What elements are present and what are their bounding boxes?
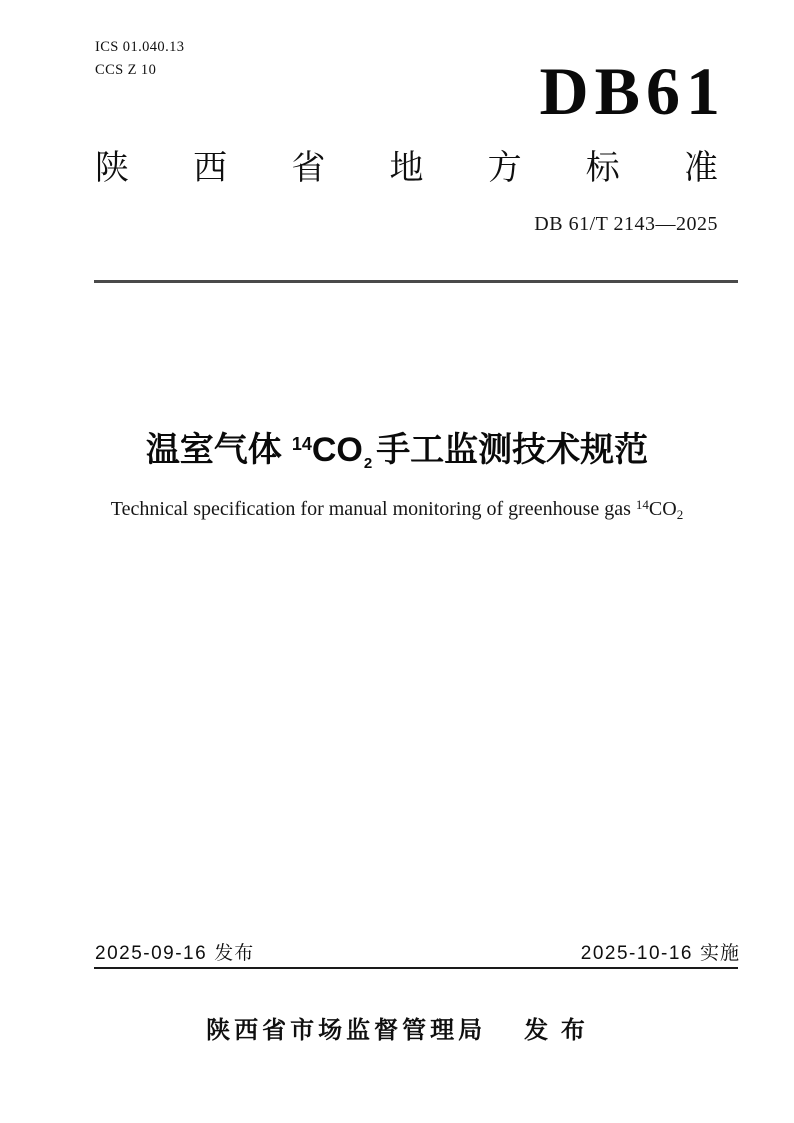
implement-date: 2025-10-16 xyxy=(580,943,693,964)
standard-type-char: 准 xyxy=(683,149,718,187)
issue-label: 发布 xyxy=(214,943,255,964)
db61-logo: DB61 xyxy=(539,53,726,129)
subtitle-formula-subscript: 2 xyxy=(676,507,684,522)
publisher-name: 陕西省市场监督管理局 xyxy=(206,1017,487,1044)
standard-type-char: 西 xyxy=(193,149,228,187)
document-subtitle-english xyxy=(0,494,794,526)
footer-divider-rule xyxy=(94,967,738,969)
implement-label: 实施 xyxy=(699,943,740,964)
standard-type-title xyxy=(95,150,718,187)
standard-type-char: 地 xyxy=(389,149,424,187)
standard-type-char: 省 xyxy=(291,149,326,187)
issue-date: 2025-09-16 xyxy=(95,943,208,964)
standard-number: DB 61/T 2143—2025 xyxy=(534,213,718,235)
title-prefix: 温室气体 xyxy=(145,431,282,469)
title-suffix: 手工监测技术规范 xyxy=(376,431,649,469)
ics-code: ICS 01.040.13 xyxy=(95,39,185,55)
standard-type-char: 方 xyxy=(487,149,522,187)
title-formula: CO xyxy=(311,431,363,469)
standard-type-char: 标 xyxy=(585,149,620,187)
classification-codes xyxy=(95,36,184,82)
publisher-row xyxy=(0,1014,794,1048)
ccs-code: CCS Z 10 xyxy=(95,62,157,78)
footer-dates-row xyxy=(95,941,740,967)
document-title xyxy=(0,428,794,479)
title-isotope-superscript: 14 xyxy=(291,434,312,454)
standard-type-char: 陕 xyxy=(95,149,129,187)
publish-label: 发 布 xyxy=(524,1017,588,1044)
issue-date-group xyxy=(95,941,254,967)
subtitle-isotope-superscript: 14 xyxy=(635,497,649,512)
subtitle-formula: CO xyxy=(648,498,677,520)
implement-date-group xyxy=(581,941,740,967)
header-divider-rule xyxy=(94,280,738,283)
title-formula-subscript: 2 xyxy=(363,455,373,472)
subtitle-text: Technical specification for manual monitoring of greenhouse gas xyxy=(110,498,631,520)
